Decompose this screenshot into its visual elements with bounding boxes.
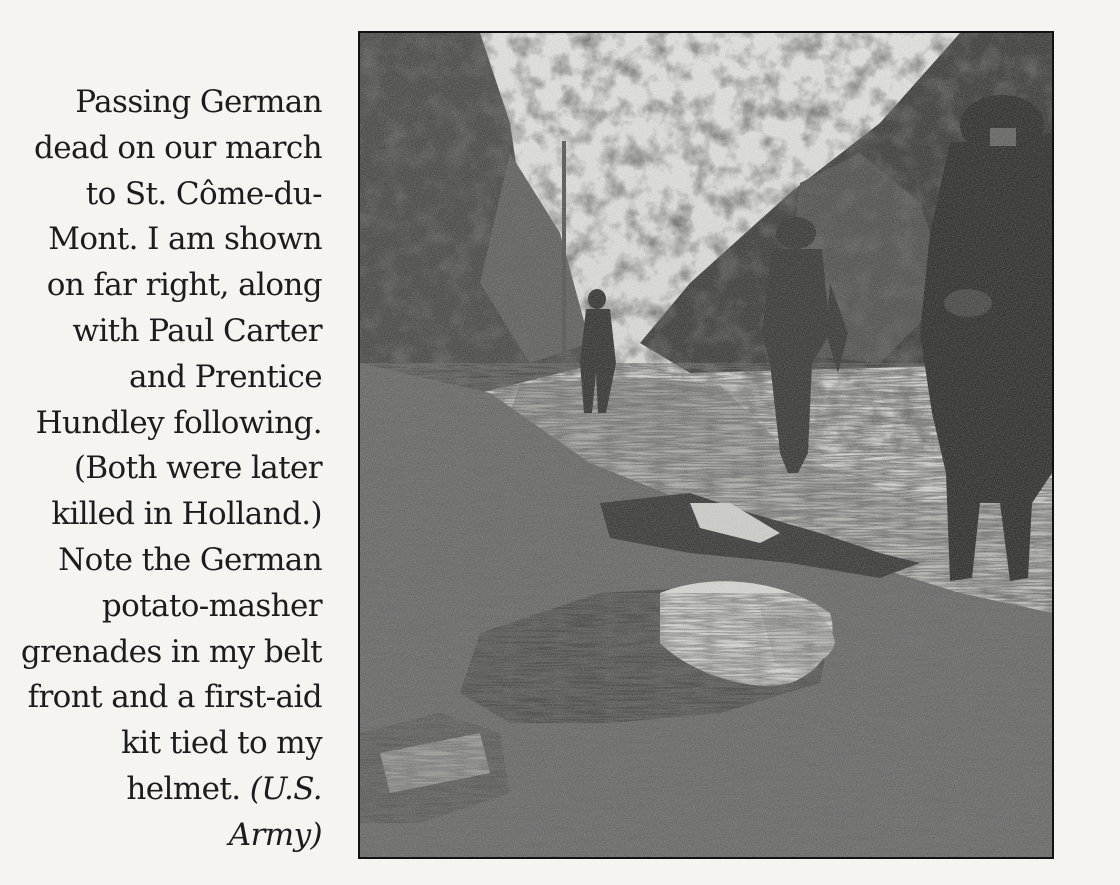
caption-line: Hundley following. <box>35 404 322 441</box>
caption-line: on far right, along <box>46 267 322 304</box>
photo-credit: (U.S. <box>249 770 322 807</box>
caption-line: front and a first-aid <box>27 679 322 716</box>
caption-line-with-credit <box>14 767 322 813</box>
photo-caption <box>14 80 322 859</box>
caption-line: to St. Côme-du- <box>85 175 322 212</box>
caption-line: and Prentice <box>128 358 322 395</box>
caption-line: (Both were later <box>73 450 322 487</box>
caption-line: kit tied to my <box>121 725 322 762</box>
caption-line: Note the German <box>58 541 322 578</box>
caption-line: dead on our march <box>34 129 322 166</box>
caption-line: with Paul Carter <box>72 312 322 349</box>
war-photograph <box>358 31 1054 859</box>
caption-line: Mont. I am shown <box>48 221 322 258</box>
photo-illustration <box>360 33 1052 857</box>
caption-line: grenades in my belt <box>20 633 322 670</box>
caption-line: killed in Holland.) <box>51 496 322 533</box>
caption-line: Passing German <box>75 84 322 120</box>
caption-line: potato-masher <box>101 587 322 624</box>
photo-credit-continued: Army) <box>228 816 322 853</box>
caption-text: helmet. <box>126 770 241 807</box>
